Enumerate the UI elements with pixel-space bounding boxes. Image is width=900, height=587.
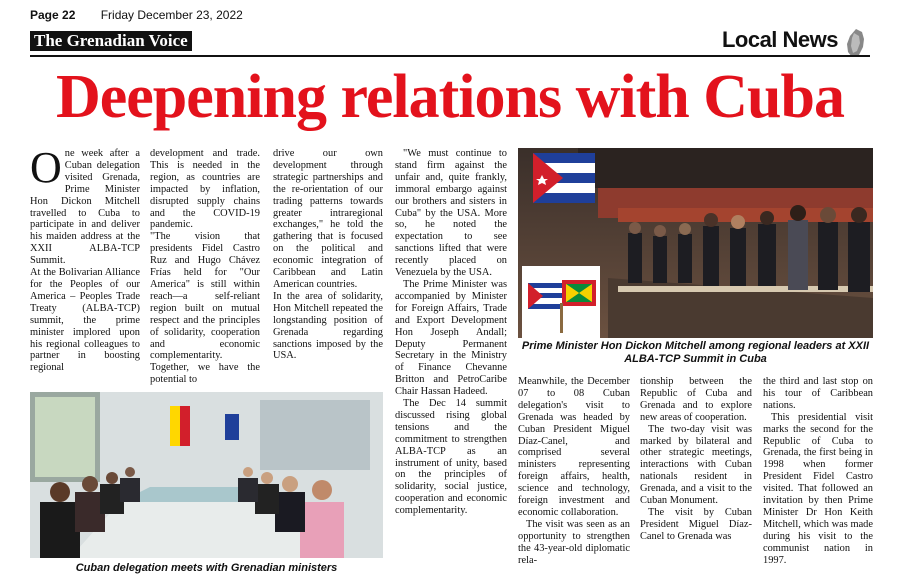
c4-paragraph-1: "We must continue to stand firm against the unfair and, quite frankly, immoral embargo against our brothers and sisters in Cuba" by the USA. More so, he noted the expectation to see sanctions lifted that were recently placed on Venezuela by the USA. (395, 148, 507, 279)
article-column-1 (30, 143, 140, 374)
headline: Deepening relations with Cuba (56, 63, 844, 131)
c2-paragraph-2: "The vision that presidents Fidel Castro Ruz and Hugo Chávez Frías held for "Our America" is still within reach—a self-reliant region built on mutual respect and the principles of solidarity, cooperation and economic complementarity. Together, we have the potential to (150, 231, 260, 386)
top-photo-caption: Prime Minister Hon Dickon Mitchell among regional leaders at XXII ALBA-TCP Summit in Cuba (521, 340, 870, 365)
summit-photo (518, 148, 873, 338)
article-column-2 (150, 148, 260, 386)
c5-paragraph-1: Meanwhile, the December 07 to 08 Cuban delegation's visit to Grenada was headed by Cuban President Miguel Díaz-Canel, and comprised several ministers representing foreign affairs, health, science and technology, foreign investment and economic collaboration. (518, 376, 630, 518)
c3-paragraph-2: In the area of solidarity, Hon Mitchell repeated the longstanding position of Grenada regarding sanctions imposed by the USA. (273, 290, 383, 362)
article-column-7 (763, 376, 873, 567)
delegation-meeting-photo (30, 392, 383, 558)
c5-paragraph-2: The visit was seen as an opportunity to strengthen the 43-year-old diplomatic rela- (518, 518, 630, 566)
c7-paragraph-1: the third and last stop on his tour of Caribbean nations. (763, 376, 873, 411)
c6-paragraph-1: tionship between the Republic of Cuba and Grenada and to explore new areas of cooperation. (640, 376, 752, 423)
section-title: Local News (721, 27, 838, 52)
masthead: The Grenadian Voice (30, 31, 192, 51)
article-column-5 (518, 376, 630, 567)
dropcap: O (30, 143, 62, 192)
page-number: Page 22 (30, 8, 76, 22)
page-header-line (30, 8, 243, 22)
c1-paragraph-2: At the Bolivarian Alliance for the Peoples of our America – Peoples Trade Treaty (ALBA-TCP) summit, the prime minister implored upon his regional colleagues to partner in boosting regional (30, 267, 140, 374)
c4-paragraph-2: The Prime Minister was accompanied by Minister for Foreign Affairs, Trade and Export Development Hon Joseph Andall; Deputy Permanent Secretary in the Ministry of Finance Chevanne Britton and PetroCaribe Chair Hassan Hadeed. (395, 278, 507, 398)
c6-paragraph-3: The visit by Cuban President Miguel Díaz-Canel to Grenada was (640, 506, 752, 542)
c1-paragraph-1: ne week after a Cuban delegation visited Grenada, Prime Minister Hon Dickon Mitchell travelled to Cuba to participate in and deliver his maiden address at the XXII ALBA-TCP Summit. (30, 148, 140, 267)
issue-date: Friday December 23, 2022 (100, 8, 243, 22)
c3-paragraph-1: drive our own development through strategic partnerships and the re-orientation of our trading patterns towards greater intraregional exchanges," he told the gathering that is focused on the political and economic integration of Caribbean and Latin American countries. (273, 148, 383, 290)
header-rule (30, 55, 870, 57)
bottom-photo-caption: Cuban delegation meets with Grenadian ministers (75, 562, 338, 574)
article-column-3 (273, 148, 383, 362)
article-column-6 (640, 376, 752, 543)
article-column-4 (395, 148, 507, 517)
c2-paragraph-1: development and trade. This is needed in the region, as countries are impacted by inflation, disrupted supply chains and the COVID-19 pandemic. (150, 148, 260, 231)
c4-paragraph-3: The Dec 14 summit discussed rising global tensions and the commitment to strengthen ALBA-TCP as an instrument of unity, based on the principles of solidarity, social justice, cooperation and economic complementarity. (395, 398, 507, 517)
c6-paragraph-2: The two-day visit was marked by bilateral and other strategic meetings, interactions with Cuban nationals resident in Grenada, and a visit to the Cuban Monument. (640, 423, 752, 507)
c7-paragraph-2: This presidential visit marks the second for the Republic of Cuba to Grenada, the first being in 1998 when former President Fidel Castro visited. That followed an invitation by then Prime Minister Dr Hon Keith Mitchell, which was made during his visit to the communist nation in 1997. (763, 411, 873, 566)
